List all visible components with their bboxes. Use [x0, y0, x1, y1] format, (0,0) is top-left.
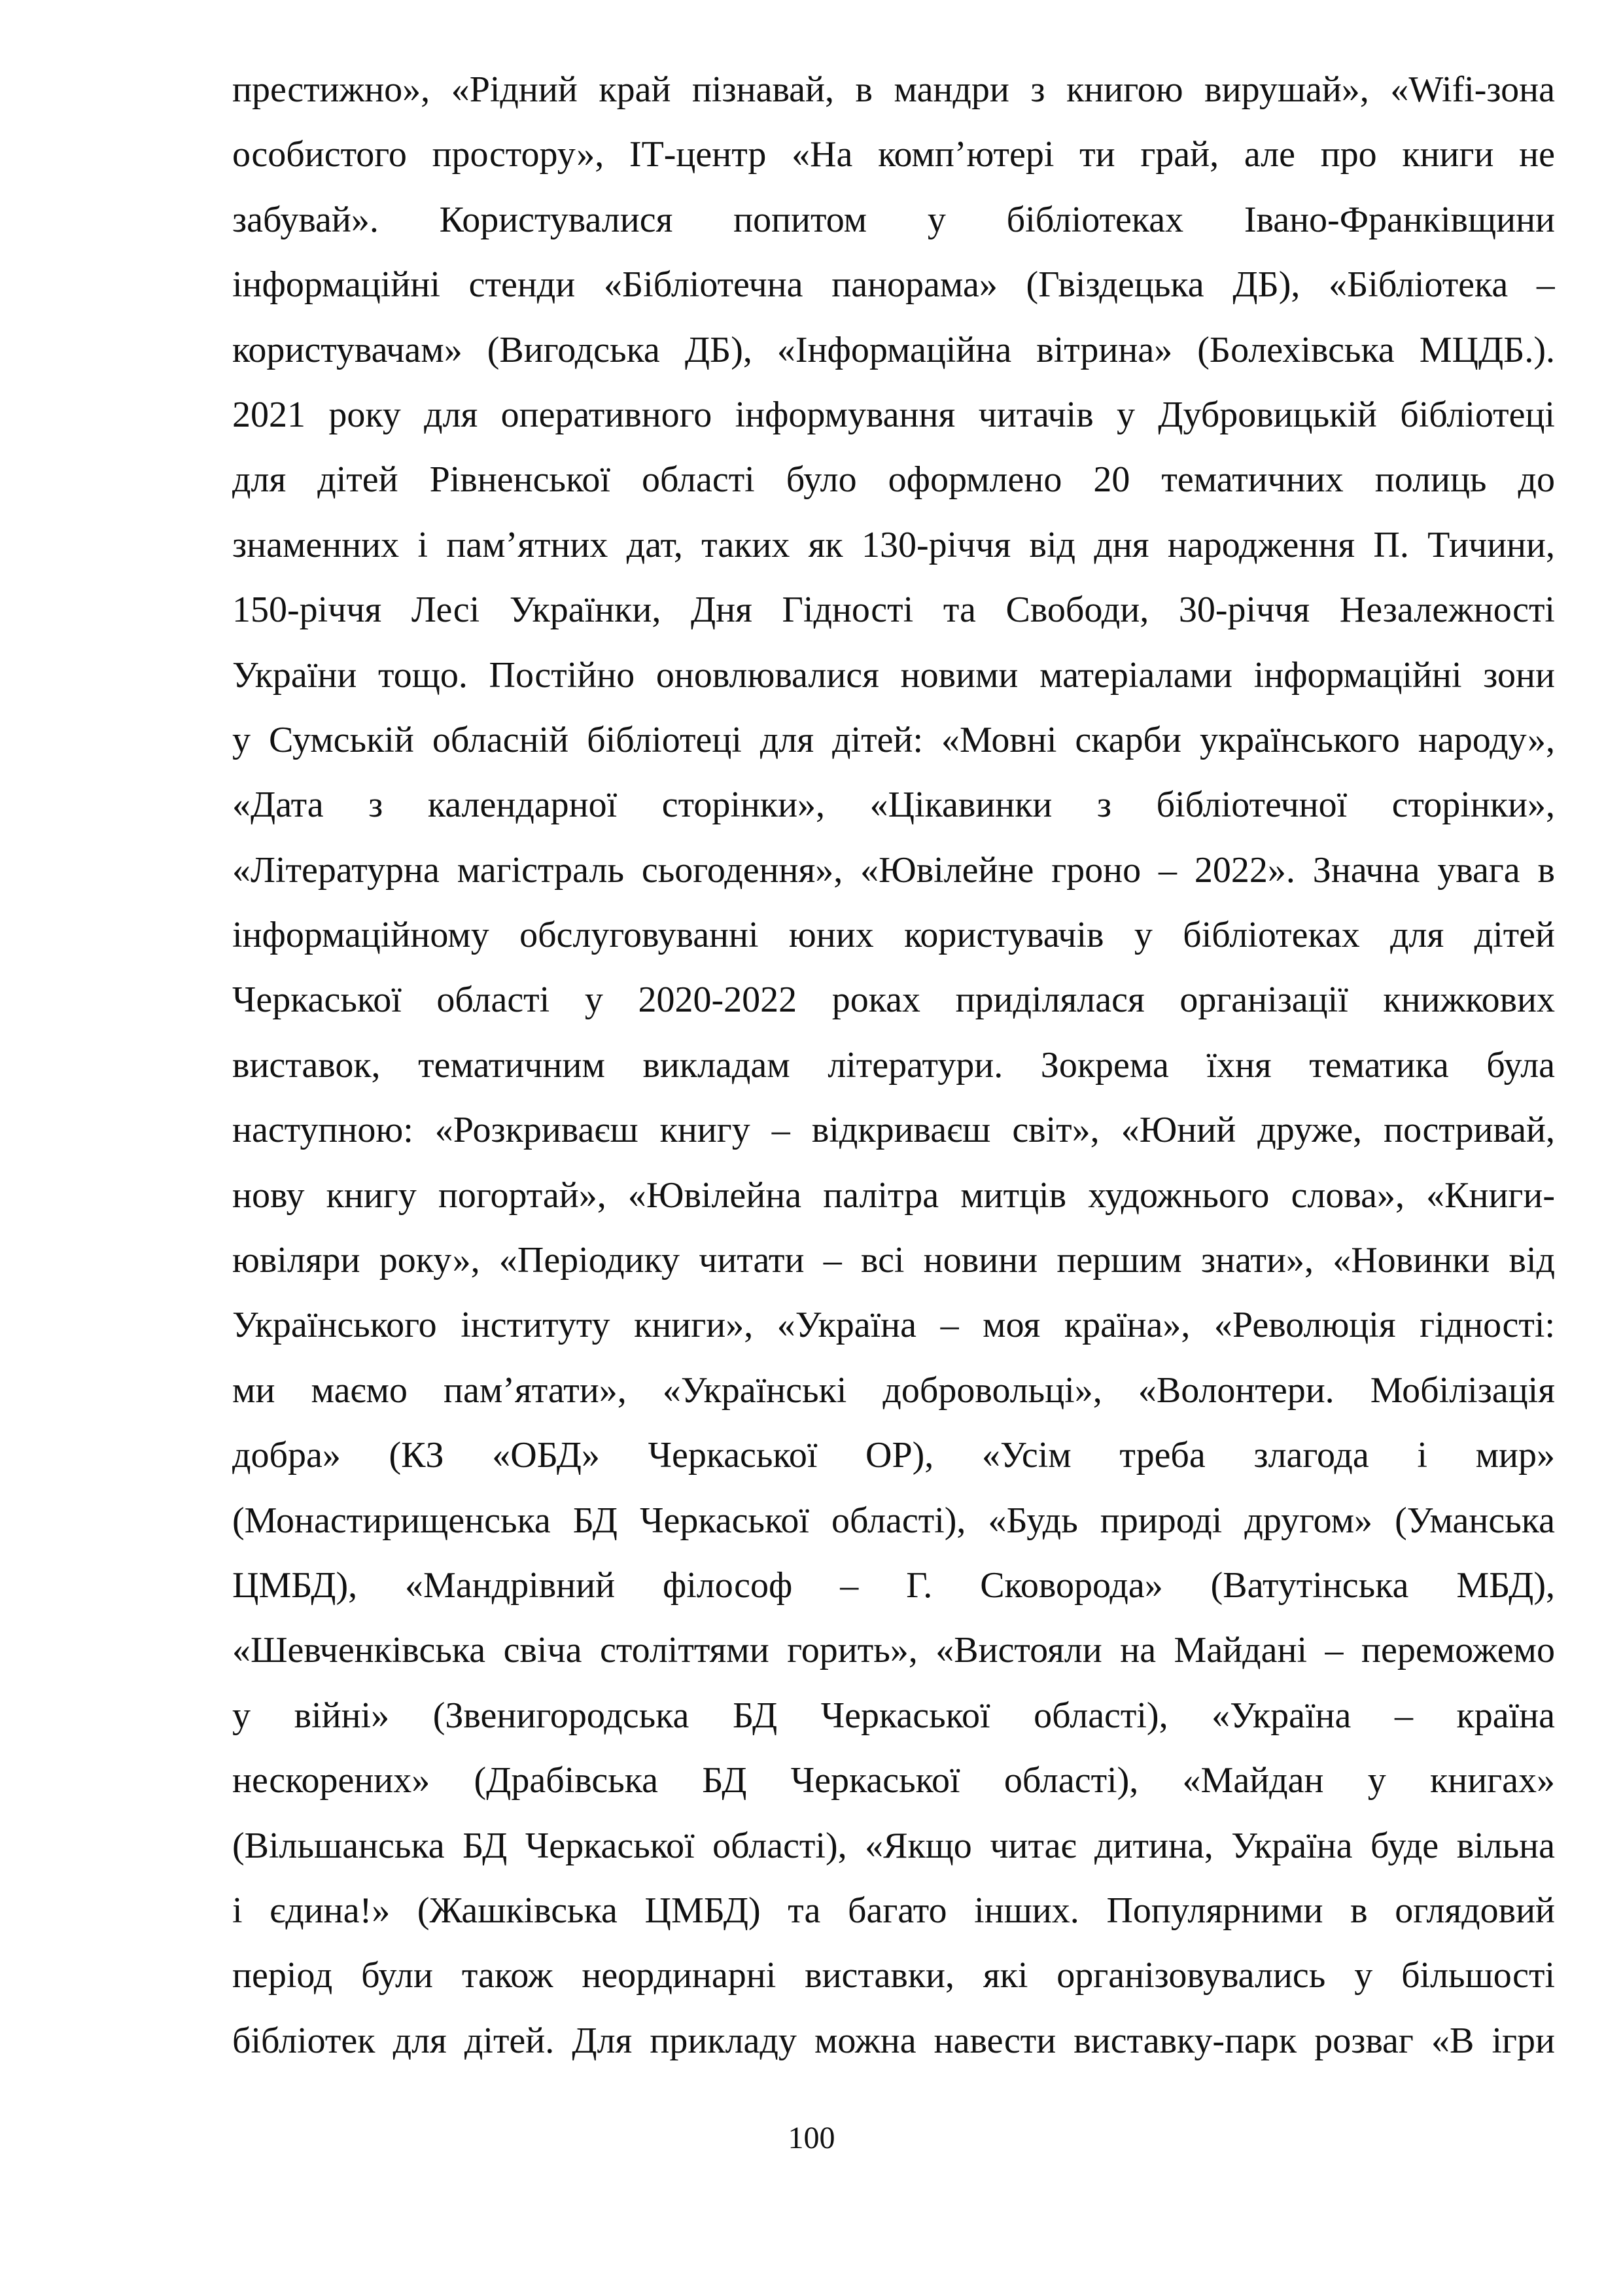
text-line: (Монастирищенська БД Черкаської області), «Будь природі другом» (Уманська [232, 1500, 1555, 1541]
text-line: інформаційні стенди «Бібліотечна панорама» (Гвіздецька ДБ), «Бібліотека – [232, 264, 1555, 306]
text-line: Черкаської області у 2020-2022 роках приділялася організації книжкових [232, 980, 1555, 1021]
text-line: України тощо. Постійно оновлювалися новими матеріалами інформаційні зони [232, 654, 1555, 696]
text-line: Українського інституту книги», «Україна – моя країна», «Революція гідності: [232, 1305, 1555, 1346]
text-line: «Шевченківська свіча століттями горить», «Вистояли на Майдані – переможемо [232, 1630, 1555, 1671]
text-line: і єдина!» (Жашківська ЦМБД) та багато інших. Популярними в оглядовий [232, 1890, 1555, 1931]
text-line: добра» (КЗ «ОБД» Черкаської ОР), «Усім треба злагода і мир» [232, 1435, 1555, 1476]
text-line: нову книгу погортай», «Ювілейна палітра митців художнього слова», «Книги- [232, 1174, 1555, 1216]
text-line: період були також неординарні виставки, які організовувались у більшості [232, 1955, 1555, 1996]
text-line: ювіляри року», «Періодику читати – всі новини першим знати», «Новинки від [232, 1240, 1555, 1281]
text-line: для дітей Рівненської області було оформлено 20 тематичних полиць до [232, 459, 1555, 501]
text-line: «Літературна магістраль сьогодення», «Ювілейне гроно – 2022». Значна увага в [232, 849, 1555, 891]
text-line: виставок, тематичним викладам літератури. Зокрема їхня тематика була [232, 1044, 1555, 1086]
text-line: особистого простору», ІТ-центр «На комп’ютері ти грай, але про книги не [232, 134, 1555, 175]
text-line: 150-річчя Лесі Українки, Дня Гідності та Свободи, 30-річчя Незалежності [232, 590, 1555, 631]
text-line: бібліотек для дітей. Для прикладу можна навести виставку-парк розваг «В ігри [232, 2020, 1555, 2061]
text-line: ми маємо пам’ятати», «Українські добровольці», «Волонтери. Мобілізація [232, 1369, 1555, 1411]
text-line: інформаційному обслуговуванні юних користувачів у бібліотеках для дітей [232, 915, 1555, 956]
text-line: у війні» (Звенигородська БД Черкаської області), «Україна – країна [232, 1695, 1555, 1736]
body-text [232, 58, 1555, 2074]
text-line: 2021 року для оперативного інформування читачів у Дубровицькій бібліотеці [232, 394, 1555, 435]
text-line: «Дата з календарної сторінки», «Цікавинки з бібліотечної сторінки», [232, 785, 1555, 826]
text-line: (Вільшанська БД Черкаської області), «Якщо читає дитина, Україна буде вільна [232, 1825, 1555, 1866]
text-line: наступною: «Розкриваєш книгу – відкриваєш світ», «Юний друже, постривай, [232, 1110, 1555, 1151]
text-line: нескорених» (Драбівська БД Черкаської області), «Майдан у книгах» [232, 1760, 1555, 1801]
text-line: ЦМБД), «Мандрівний філософ – Г. Сковорода» (Ватутінська МБД), [232, 1564, 1555, 1606]
text-line: знаменних і пам’ятних дат, таких як 130-річчя від дня народження П. Тичини, [232, 524, 1555, 565]
text-line: престижно», «Рідний край пізнавай, в мандри з книгою вирушай», «Wifi-зона [232, 69, 1555, 110]
text-line: у Сумській обласній бібліотеці для дітей: «Мовні скарби українського народу», [232, 719, 1555, 760]
text-line: користувачам» (Вигодська ДБ), «Інформаційна вітрина» (Болехівська МЦДБ.). [232, 329, 1555, 370]
text-line: забувай». Користувалися попитом у бібліотеках Івано-Франківщини [232, 199, 1555, 240]
page-number: 100 [788, 2121, 835, 2155]
